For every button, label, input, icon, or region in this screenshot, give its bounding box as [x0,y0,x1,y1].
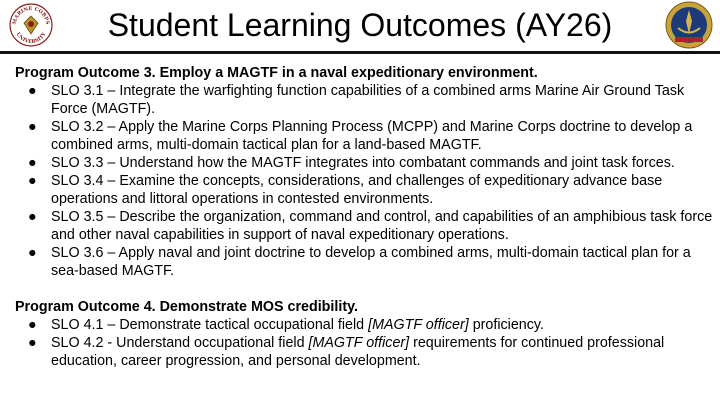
bullet-icon: ● [28,119,37,135]
slo-text-pre: SLO 4.1 – Demonstrate tactical occupational field [51,317,369,333]
bullet-icon: ● [28,245,37,261]
slo-list [15,316,715,370]
outcome-heading: Program Outcome 4. Demonstrate MOS credibility. [15,299,358,315]
list-item [15,208,715,244]
outcome-section-4 [15,298,715,370]
bullet-icon: ● [28,83,37,99]
outcome-section-3 [15,64,715,280]
slo-text-post: requirements for continued professional education, career progression, and personal development. [51,335,665,369]
list-item [15,244,715,280]
logo-arc-top: MARINE CORPS [11,5,51,26]
logo-arc-bottom: UNIVERSITY [14,31,48,46]
bullet-icon: ● [28,173,37,189]
slo-text-post: proficiency. [468,317,544,333]
list-item [15,334,715,370]
slo-list [15,82,715,280]
section-spacer [15,280,715,298]
slo-text-emphasis: [MAGTF officer] [368,317,469,333]
outcomes-content [15,64,715,370]
bullet-icon: ● [28,155,37,171]
slo-text: SLO 3.2 – Apply the Marine Corps Planning Process (MCPP) and Marine Corps doctrine to develop a combined arms, multi-domain tactical plan for a land-based MAGTF. [51,119,693,153]
list-item [15,316,715,334]
slo-text-emphasis: [MAGTF officer] [308,335,410,351]
list-item [15,82,715,118]
slo-text: SLO 3.3 – Understand how the MAGTF integrates into combatant commands and joint task forces. [51,155,675,171]
title-divider [0,51,720,54]
slo-text: SLO 3.4 – Examine the concepts, considerations, and challenges of expeditionary advance base operations and littoral operations in contested environments. [51,173,663,207]
slo-text: SLO 3.5 – Describe the organization, command and control, and capabilities of an amphibious task force and other naval capabilities in support of naval expeditionary operations. [51,209,713,243]
list-item [15,154,715,172]
slo-text-pre: SLO 4.2 - Understand occupational field [51,335,309,351]
list-item [15,172,715,208]
bullet-icon: ● [28,209,37,225]
list-item [15,118,715,154]
slo-text: SLO 3.6 – Apply naval and joint doctrine to develop a combined arms, multi-domain tactical plan for a sea-based MAGTF. [51,245,691,279]
slo-text: SLO 3.1 – Integrate the warfighting function capabilities of a combined arms Marine Air Ground Task Force (MAGTF). [51,83,685,117]
bullet-icon: ● [28,335,37,351]
page-title: Student Learning Outcomes (AY26) [107,7,613,43]
outcome-heading: Program Outcome 3. Employ a MAGTF in a naval expeditionary environment. [15,65,538,81]
bullet-icon: ● [28,317,37,333]
